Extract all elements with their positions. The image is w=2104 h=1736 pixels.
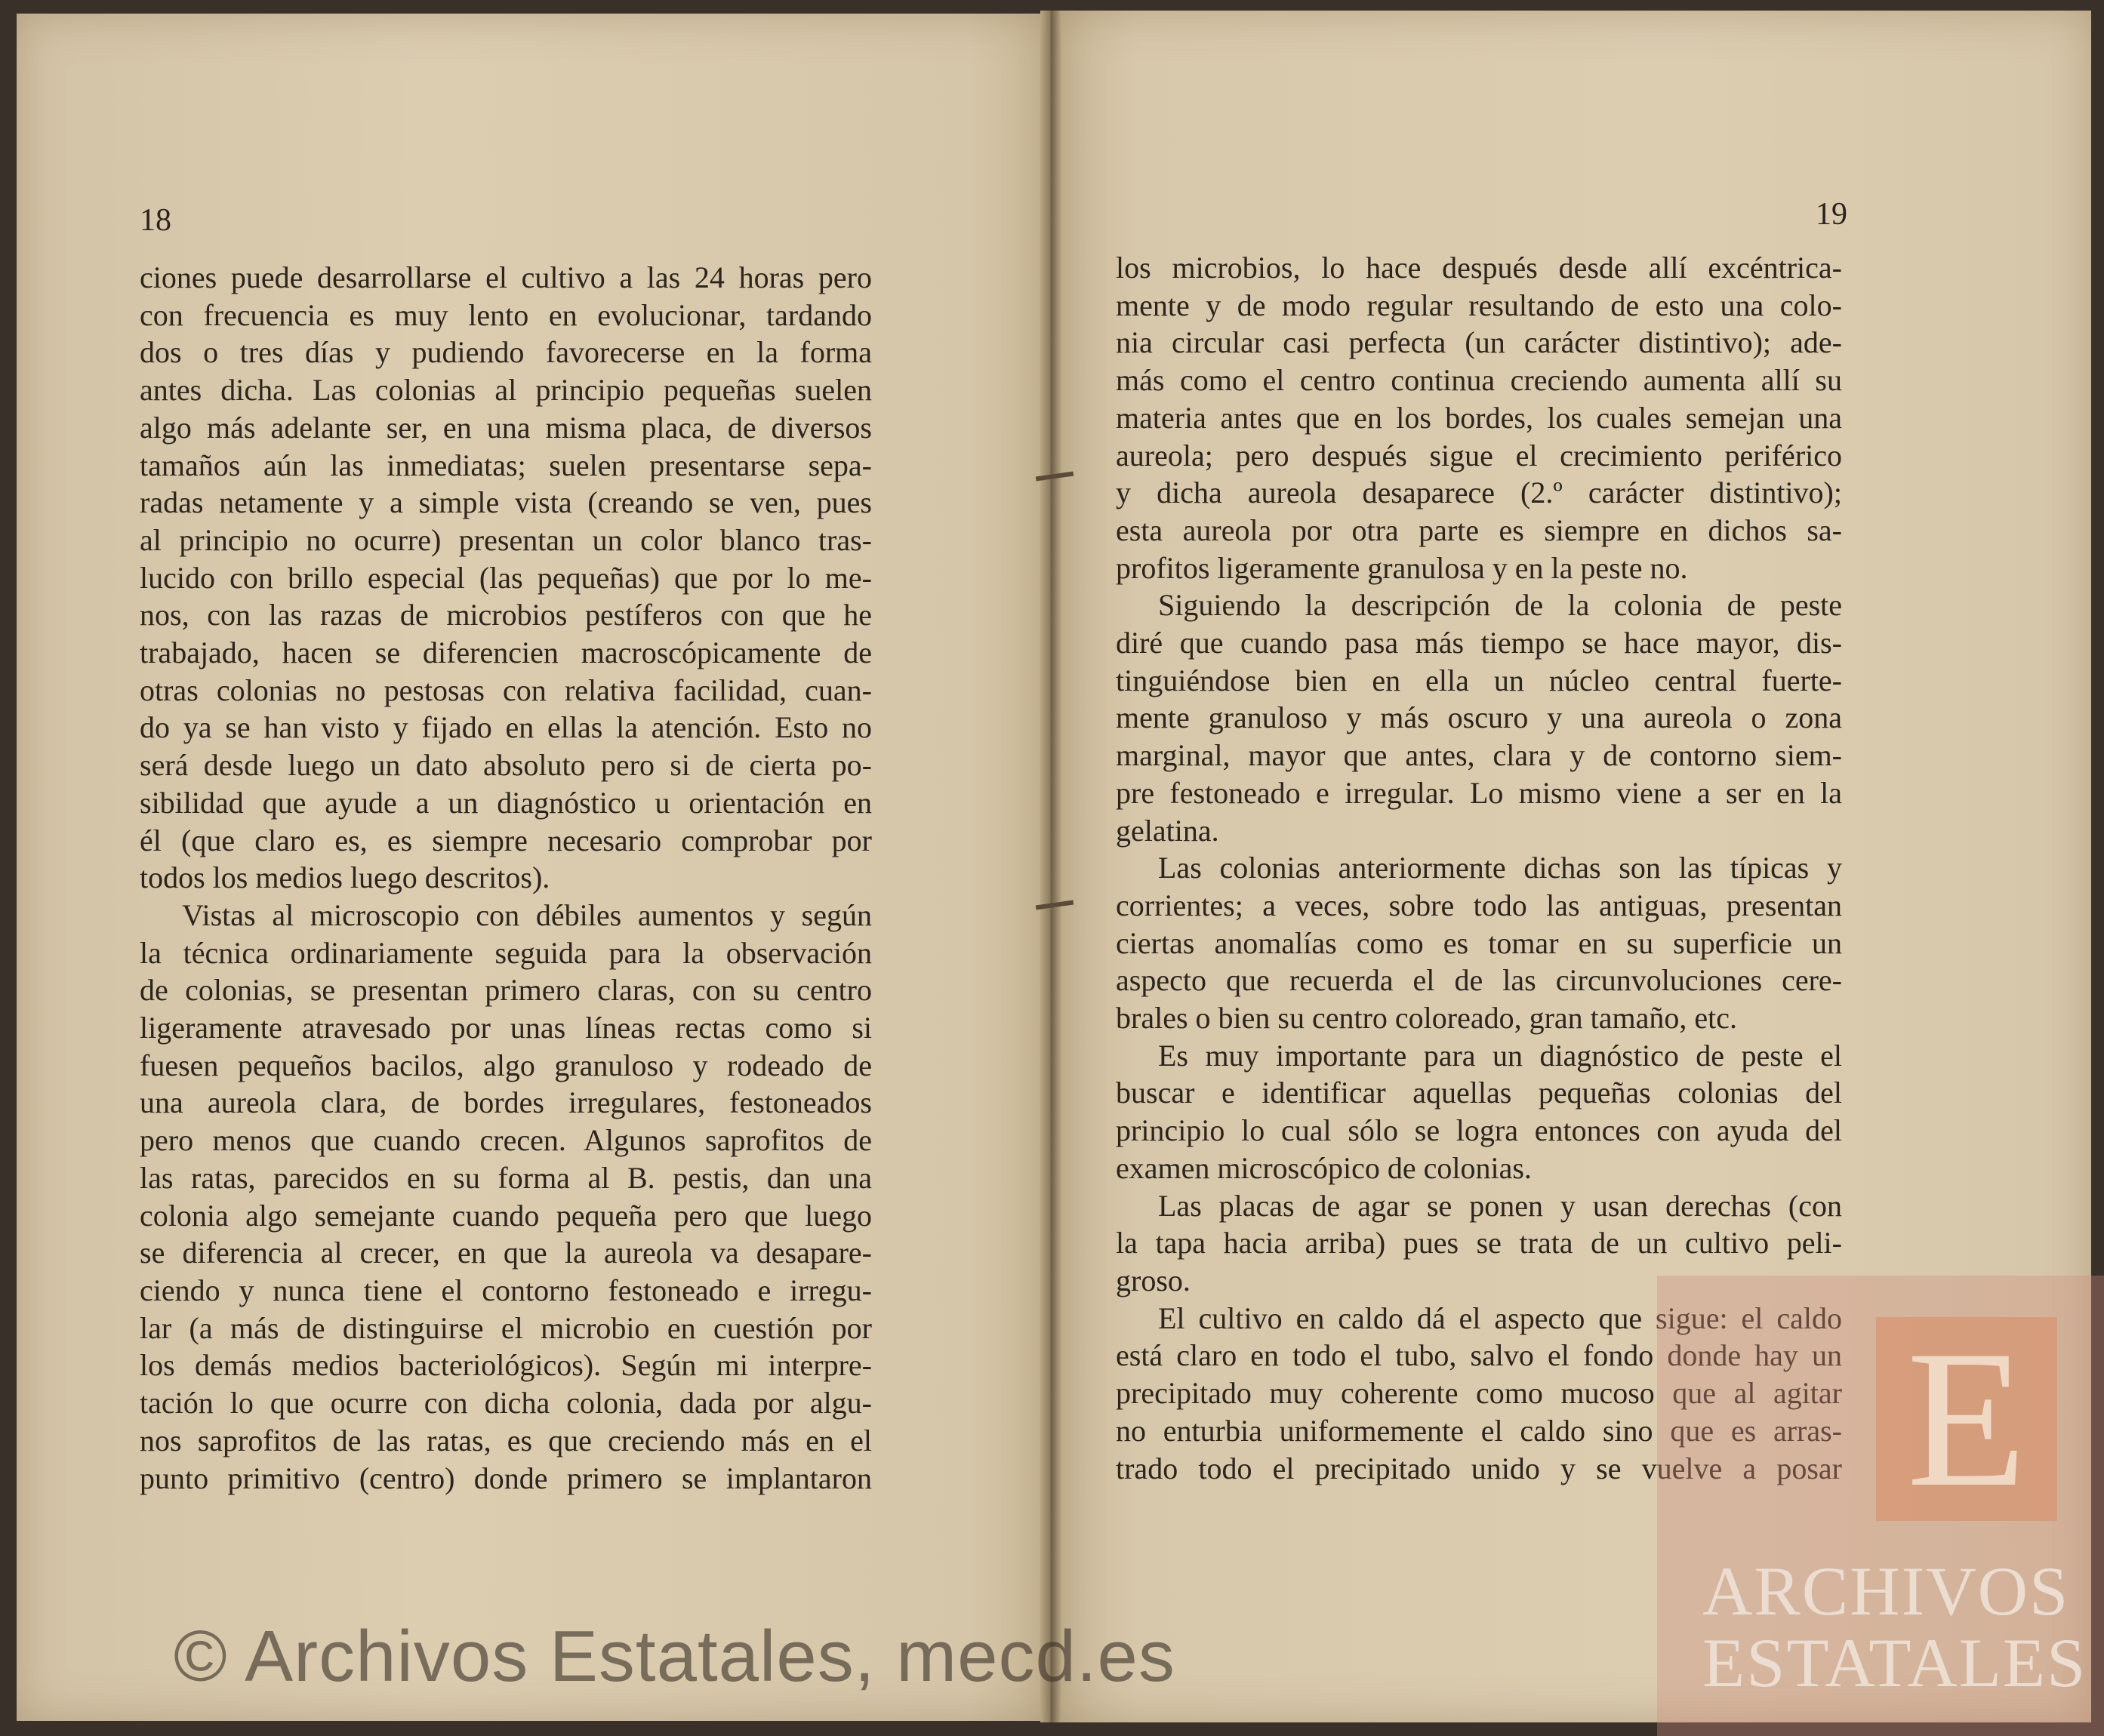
text-line: la tapa hacia arriba) pues se trata de un cultivo peli- <box>1116 1226 1842 1260</box>
text-line: colonia algo semejante cuando pequeña pero que luego <box>140 1198 872 1233</box>
text-line: pre festoneado e irregular. Lo mismo viene a ser en la <box>1116 775 1842 810</box>
text-line: no enturbia uniformemente el caldo sino que es arras- <box>1116 1413 1842 1448</box>
left-page-text <box>140 259 872 1497</box>
text-line: aspecto que recuerda el de las circunvoluciones cere- <box>1116 963 1842 998</box>
text-line: tinguiéndose bien en ella un núcleo central fuerte- <box>1116 663 1842 697</box>
text-line: corrientes; a veces, sobre todo las antiguas, presentan <box>1116 888 1842 922</box>
text-line: pero menos que cuando crecen. Algunos saprofitos de <box>140 1123 872 1158</box>
text-line: una aureola clara, de bordes irregulares, festoneados <box>140 1085 872 1120</box>
text-line: marginal, mayor que antes, clara y de contorno siem- <box>1116 738 1842 773</box>
text-line: nia circular casi perfecta (un carácter distintivo); ade- <box>1116 325 1842 360</box>
text-line: más como el centro continua creciendo aumenta allí su <box>1116 363 1842 398</box>
text-line: fuesen pequeños bacilos, algo granuloso y rodeado de <box>140 1048 872 1082</box>
text-line: trado todo el precipitado unido y se vuelve a posar <box>1116 1451 1842 1485</box>
text-line: mente y de modo regular resultando de esto una colo- <box>1116 288 1842 322</box>
text-line: las ratas, parecidos en su forma al B. pestis, dan una <box>140 1160 872 1195</box>
text-line: todos los medios luego descritos). <box>140 860 550 895</box>
text-line: trabajado, hacen se diferencien macroscópicamente de <box>140 636 872 670</box>
text-line: dos o tres días y pudiendo favorecerse en la forma <box>140 335 872 370</box>
text-line: El cultivo en caldo dá el aspecto que sigue: el caldo <box>1158 1300 1842 1335</box>
text-line: mente granuloso y más oscuro y una aureola o zona <box>1116 700 1842 735</box>
text-line: groso. <box>1116 1263 1191 1297</box>
text-line: está claro en todo el tubo, salvo el fondo donde hay un <box>1116 1338 1842 1373</box>
text-line: será desde luego un dato absoluto pero si de cierta po- <box>140 748 872 783</box>
text-line: gelatina. <box>1116 813 1219 848</box>
text-line: Siguiendo la descripción de la colonia de peste <box>1158 588 1842 623</box>
logo-line-1: ARCHIVOS <box>1702 1553 2070 1630</box>
text-line: lucido con brillo especial (las pequeñas) que por lo me- <box>140 560 872 595</box>
text-line: principio lo cual sólo se logra entonces con ayuda del <box>1116 1113 1842 1148</box>
text-line: ciertas anomalías como es tomar en su superficie un <box>1116 925 1842 960</box>
text-line: tamaños aún las inmediatas; suelen presentarse sepa- <box>140 448 872 482</box>
text-line: materia antes que en los bordes, los cuales semejan una <box>1116 400 1842 435</box>
text-line: nos, con las razas de microbios pestíferos con que he <box>140 598 872 633</box>
text-line: precipitado muy coherente como mucoso que al agitar <box>1116 1376 1842 1411</box>
text-line: brales o bien su centro coloreado, gran tamaño, etc. <box>1116 1001 1738 1036</box>
text-line: los microbios, lo hace después desde allí excéntrica- <box>1116 251 1842 285</box>
text-line: los demás medios bacteriológicos). Según mi interpre- <box>140 1348 872 1383</box>
page-number-right: 19 <box>1816 197 1847 232</box>
text-line: se diferencia al crecer, en que la aureola va desapare- <box>140 1236 872 1270</box>
text-line: de colonias, se presentan primero claras, con su centro <box>140 973 872 1008</box>
text-line: Es muy importante para un diagnóstico de peste el <box>1158 1038 1842 1073</box>
text-line: ciones puede desarrollarse el cultivo a las 24 horas pero <box>140 260 872 294</box>
text-line: y dicha aureola desaparece (2.º carácter distintivo); <box>1116 476 1842 510</box>
text-line: con frecuencia es muy lento en evolucionar, tardando <box>140 297 872 332</box>
logo-line-2: ESTATALES <box>1702 1624 2087 1701</box>
text-line: profitos ligeramente granulosa y en la peste no. <box>1116 550 1688 585</box>
text-line: algo más adelante ser, en una misma placa, de diversos <box>140 410 872 445</box>
text-line: Las placas de agar se ponen y usan derechas (con <box>1158 1188 1842 1223</box>
text-line: do ya se han visto y fijado en ellas la atención. Esto no <box>140 710 872 745</box>
text-line: la técnica ordinariamente seguida para la observación <box>140 935 872 970</box>
text-line: examen microscópico de colonias. <box>1116 1150 1532 1185</box>
text-line: diré que cuando pasa más tiempo se hace mayor, dis- <box>1116 626 1842 660</box>
text-line: lar (a más de distinguirse el microbio en cuestión por <box>140 1310 872 1345</box>
text-line: sibilidad que ayude a un diagnóstico u orientación en <box>140 785 872 820</box>
text-line: radas netamente y a simple vista (creando se ven, pues <box>140 485 872 520</box>
text-line: ciendo y nunca tiene el contorno festoneado e irregu- <box>140 1273 872 1307</box>
logo-letter: E <box>1906 1310 2027 1528</box>
text-line: otras colonias no pestosas con relativa facilidad, cuan- <box>140 673 872 707</box>
text-line: Vistas al microscopio con débiles aumentos y según <box>182 897 872 932</box>
text-line: antes dicha. Las colonias al principio pequeñas suelen <box>140 373 872 408</box>
copyright-watermark: © Archivos Estatales, mecd.es <box>174 1616 1175 1697</box>
text-line: nos saprofitos de las ratas, es que creciendo más en el <box>140 1423 872 1457</box>
text-line: ligeramente atravesado por unas líneas rectas como si <box>140 1011 872 1045</box>
page-number-left: 18 <box>140 203 171 238</box>
text-line: Las colonias anteriormente dichas son las típicas y <box>1158 851 1842 885</box>
text-line: punto primitivo (centro) donde primero se implantaron <box>140 1461 872 1495</box>
archivos-estatales-logo <box>1657 1276 2104 1736</box>
text-line: él (que claro es, es siempre necesario comprobar por <box>140 823 872 857</box>
text-line: buscar e identificar aquellas pequeñas colonias del <box>1116 1076 1842 1110</box>
text-line: esta aureola por otra parte es siempre en dichos sa- <box>1116 512 1842 547</box>
text-line: tación lo que ocurre con dicha colonia, dada por algu- <box>140 1386 872 1421</box>
book-gutter <box>1040 11 1061 1722</box>
text-line: aureola; pero después sigue el crecimiento periférico <box>1116 438 1842 472</box>
text-line: al principio no ocurre) presentan un color blanco tras- <box>140 522 872 557</box>
